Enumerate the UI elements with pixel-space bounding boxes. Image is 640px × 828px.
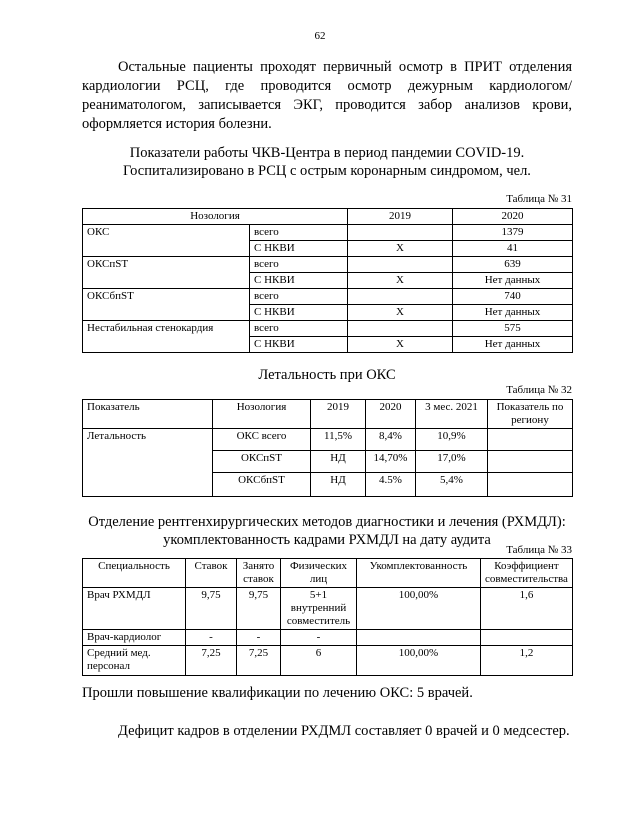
page-number: 62	[314, 30, 326, 42]
table-row	[83, 257, 573, 273]
m2021-cell: 5,4%	[416, 473, 488, 497]
deficit-paragraph: Дефицит кадров в отделении РХДМЛ составляет 0 врачей и 0 медсестер.	[118, 723, 570, 739]
y2019-cell: Х	[348, 241, 453, 257]
table-31	[82, 208, 573, 353]
indicator-cell: Летальность	[83, 429, 213, 497]
training-paragraph: Прошли повышение квалификации по лечению ОКС: 5 врачей.	[82, 685, 473, 701]
occupied-cell: 7,25	[237, 646, 281, 676]
header-2019: 2019	[311, 400, 366, 429]
table-header-row	[83, 559, 573, 588]
header-2020: 2020	[453, 209, 573, 225]
y2020-cell: 639	[453, 257, 573, 273]
y2020-cell: Нет данных	[453, 305, 573, 321]
persons-cell: -	[281, 630, 357, 646]
table32-caption: Таблица № 32	[506, 384, 572, 396]
nosology-cell: ОКСбпST	[213, 473, 311, 497]
m2021-cell: 17,0%	[416, 451, 488, 473]
rates-cell: 9,75	[186, 588, 237, 630]
y2019-cell	[348, 225, 453, 241]
header-region: Показатель по региону	[488, 400, 573, 429]
header-nosology: Нозология	[213, 400, 311, 429]
y2020-cell: 1379	[453, 225, 573, 241]
intro-paragraph: Остальные пациенты проходят первичный осмотр в ПРИТ отделения кардиологии РСЦ, где проводится осмотр дежурным кардиологом/реаниматологом, записывается ЭКГ, проводится забор анализов крови, оформляется история болезни.	[82, 59, 572, 132]
section3-title-line2: укомплектованность кадрами РХМДЛ на дату аудита	[163, 532, 491, 548]
staffing-cell: 100,00%	[357, 646, 481, 676]
nosology-cell: Нестабильная стенокардия	[83, 321, 250, 353]
y2019-cell: Х	[348, 305, 453, 321]
nosology-cell: ОКС	[83, 225, 250, 257]
coef-cell: 1,6	[481, 588, 573, 630]
y2020-cell: 575	[453, 321, 573, 337]
nosology-cell: ОКС всего	[213, 429, 311, 451]
table-33	[82, 558, 573, 676]
nosology-cell: ОКСбпST	[83, 289, 250, 321]
table-32	[82, 399, 573, 497]
table-header-row	[83, 209, 573, 225]
table-row	[83, 588, 573, 630]
section2-title: Летальность при ОКС	[258, 367, 396, 383]
y2019-cell	[348, 289, 453, 305]
region-cell	[488, 473, 573, 497]
table-row	[83, 225, 573, 241]
y2019-cell: НД	[311, 473, 366, 497]
specialty-cell: Врач-кардиолог	[83, 630, 186, 646]
y2019-cell: Х	[348, 337, 453, 353]
y2020-cell: 4.5%	[366, 473, 416, 497]
section3-title-line1: Отделение рентгенхирургических методов диагностики и лечения (РХМДЛ):	[88, 514, 566, 530]
section1-title-line1: Показатели работы ЧКВ-Центра в период пандемии COVID-19.	[129, 145, 525, 161]
header-persons: Физических лиц	[281, 559, 357, 588]
y2020-cell: 41	[453, 241, 573, 257]
header-indicator: Показатель	[83, 400, 213, 429]
rates-cell: -	[186, 630, 237, 646]
header-coef: Коэффициент совместительства	[481, 559, 573, 588]
sub-cell: С НКВИ	[250, 241, 348, 257]
header-2019: 2019	[348, 209, 453, 225]
y2020-cell: 8,4%	[366, 429, 416, 451]
y2019-cell: 11,5%	[311, 429, 366, 451]
y2019-cell: Х	[348, 273, 453, 289]
table-row	[83, 646, 573, 676]
header-occupied: Занято ставок	[237, 559, 281, 588]
header-nosology: Нозология	[83, 209, 348, 225]
table-header-row	[83, 400, 573, 429]
sub-cell: всего	[250, 289, 348, 305]
y2020-cell: Нет данных	[453, 337, 573, 353]
y2019-cell	[348, 257, 453, 273]
staffing-cell: 100,00%	[357, 588, 481, 630]
coef-cell: 1,2	[481, 646, 573, 676]
persons-cell: 5+1 внутренний совместитель	[281, 588, 357, 630]
y2020-cell: Нет данных	[453, 273, 573, 289]
table-row	[83, 289, 573, 305]
y2019-cell: НД	[311, 451, 366, 473]
persons-cell: 6	[281, 646, 357, 676]
specialty-cell: Средний мед. персонал	[83, 646, 186, 676]
section1-title-line2: Госпитализировано в РСЦ с острым коронарным синдромом, чел.	[123, 163, 531, 179]
y2020-cell: 740	[453, 289, 573, 305]
sub-cell: всего	[250, 257, 348, 273]
header-staffing: Укомплектованность	[357, 559, 481, 588]
y2020-cell: 14,70%	[366, 451, 416, 473]
header-rates: Ставок	[186, 559, 237, 588]
nosology-cell: ОКСпST	[83, 257, 250, 289]
m2021-cell: 10,9%	[416, 429, 488, 451]
table-row	[83, 321, 573, 337]
region-cell	[488, 429, 573, 451]
table-row	[83, 630, 573, 646]
rates-cell: 7,25	[186, 646, 237, 676]
y2019-cell	[348, 321, 453, 337]
coef-cell	[481, 630, 573, 646]
sub-cell: С НКВИ	[250, 273, 348, 289]
table33-caption: Таблица № 33	[506, 544, 572, 556]
table-row	[83, 429, 573, 451]
sub-cell: всего	[250, 321, 348, 337]
specialty-cell: Врач РХМДЛ	[83, 588, 186, 630]
occupied-cell: 9,75	[237, 588, 281, 630]
staffing-cell	[357, 630, 481, 646]
header-3m-2021: 3 мес. 2021	[416, 400, 488, 429]
sub-cell: С НКВИ	[250, 305, 348, 321]
header-2020: 2020	[366, 400, 416, 429]
region-cell	[488, 451, 573, 473]
sub-cell: С НКВИ	[250, 337, 348, 353]
sub-cell: всего	[250, 225, 348, 241]
nosology-cell: ОКСпST	[213, 451, 311, 473]
occupied-cell: -	[237, 630, 281, 646]
table31-caption: Таблица № 31	[506, 193, 572, 205]
header-specialty: Специальность	[83, 559, 186, 588]
